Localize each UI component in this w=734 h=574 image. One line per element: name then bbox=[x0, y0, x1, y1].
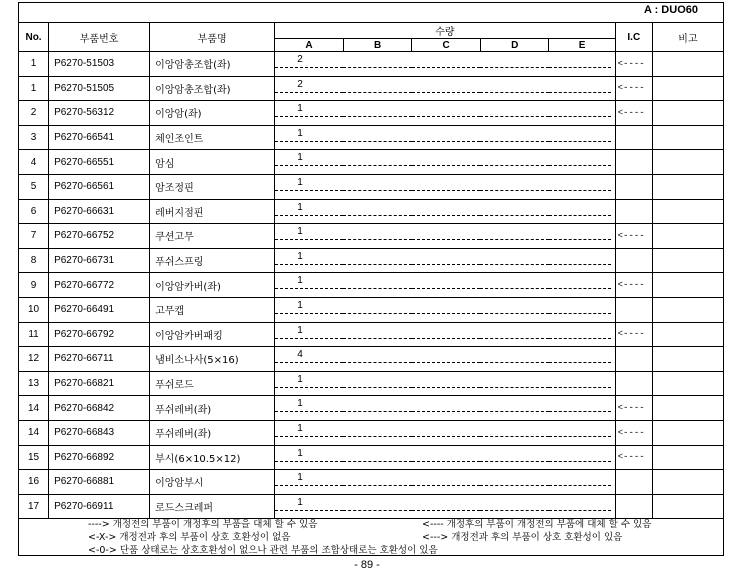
row-part-no: P6270-66491 bbox=[49, 297, 150, 322]
row-no: 15 bbox=[19, 445, 49, 470]
row-qty-e bbox=[549, 396, 615, 421]
header-qty-b: B bbox=[343, 39, 412, 52]
row-part-no: P6270-66821 bbox=[49, 371, 150, 396]
legend-assembly-compatible: <-0-> 단품 상태로는 상호호환성이 없으나 관련 부품의 조합상태로는 호환성이 있음 bbox=[88, 545, 438, 556]
row-qty-d bbox=[480, 445, 549, 470]
row-qty-a bbox=[275, 52, 344, 77]
row-qty-b bbox=[343, 174, 412, 199]
qty-value: 1 bbox=[297, 373, 303, 385]
row-qty-c bbox=[412, 52, 481, 77]
qty-value: 2 bbox=[297, 78, 303, 90]
row-part-name: 이앙암카버(좌) bbox=[150, 273, 275, 298]
row-qty-c bbox=[412, 347, 481, 372]
row-remark bbox=[652, 52, 723, 77]
row-remark bbox=[652, 76, 723, 101]
row-qty-a bbox=[275, 445, 344, 470]
qty-value: 2 bbox=[297, 54, 303, 65]
row-qty-c bbox=[412, 396, 481, 421]
row-part-name: 이앙암부시 bbox=[150, 470, 275, 495]
row-qty-e bbox=[549, 371, 615, 396]
row-qty-a bbox=[275, 199, 344, 224]
row-qty-e bbox=[549, 125, 615, 150]
row-part-name: 부시(6×10.5×12) bbox=[150, 445, 275, 470]
row-qty-d bbox=[480, 322, 549, 347]
row-qty-a bbox=[275, 174, 344, 199]
row-part-no: P6270-66631 bbox=[49, 199, 150, 224]
row-qty-b bbox=[343, 470, 412, 495]
row-part-no: P6270-66752 bbox=[49, 224, 150, 249]
row-part-name: 푸쉬레버(좌) bbox=[150, 396, 275, 421]
header-qty: 수량 bbox=[275, 23, 615, 39]
row-qty-d bbox=[480, 150, 549, 175]
row-qty-e bbox=[549, 199, 615, 224]
row-qty-b bbox=[343, 396, 412, 421]
row-remark bbox=[652, 273, 723, 298]
row-ic: <---- bbox=[615, 224, 652, 249]
legend-backward: <---- 개정후의 부품이 개정전의 부품에 대체 할 수 있음 bbox=[422, 519, 652, 530]
header-remark: 비고 bbox=[652, 23, 723, 52]
table-row bbox=[19, 224, 724, 249]
table-row bbox=[19, 125, 724, 150]
row-qty-e bbox=[549, 248, 615, 273]
row-qty-b bbox=[343, 125, 412, 150]
row-qty-c bbox=[412, 248, 481, 273]
row-qty-c bbox=[412, 76, 481, 101]
table-row bbox=[19, 52, 724, 77]
row-qty-b bbox=[343, 101, 412, 126]
row-no: 6 bbox=[19, 199, 49, 224]
row-remark bbox=[652, 347, 723, 372]
row-remark bbox=[652, 101, 723, 126]
row-qty-a bbox=[275, 248, 344, 273]
row-part-name: 로드스크레퍼 bbox=[150, 494, 275, 519]
row-remark bbox=[652, 322, 723, 347]
model-label: A : DUO60 bbox=[644, 4, 698, 16]
row-qty-b bbox=[343, 297, 412, 322]
table-row bbox=[19, 76, 724, 101]
row-no: 17 bbox=[19, 494, 49, 519]
row-qty-e bbox=[549, 445, 615, 470]
header-part-no: 부품번호 bbox=[49, 23, 150, 52]
row-qty-e bbox=[549, 297, 615, 322]
qty-value: 1 bbox=[297, 152, 303, 164]
qty-value: 1 bbox=[297, 127, 303, 139]
row-qty-d bbox=[480, 420, 549, 445]
row-qty-a bbox=[275, 371, 344, 396]
row-qty-a bbox=[275, 322, 344, 347]
row-part-name: 암조정핀 bbox=[150, 174, 275, 199]
row-ic: <---- bbox=[615, 445, 652, 470]
row-qty-a bbox=[275, 297, 344, 322]
row-qty-a bbox=[275, 101, 344, 126]
qty-value: 1 bbox=[297, 496, 303, 508]
row-qty-a bbox=[275, 396, 344, 421]
table-row bbox=[19, 273, 724, 298]
row-part-name: 이앙암총조합(좌) bbox=[150, 76, 275, 101]
row-qty-d bbox=[480, 371, 549, 396]
row-no: 4 bbox=[19, 150, 49, 175]
table-row bbox=[19, 297, 724, 322]
row-no: 5 bbox=[19, 174, 49, 199]
row-part-name: 레버지점핀 bbox=[150, 199, 275, 224]
row-qty-a bbox=[275, 125, 344, 150]
row-part-name: 이앙암총조합(좌) bbox=[150, 52, 275, 77]
table-row bbox=[19, 470, 724, 495]
row-qty-b bbox=[343, 224, 412, 249]
qty-value: 1 bbox=[297, 398, 303, 410]
row-qty-d bbox=[480, 347, 549, 372]
header-part-name: 부품명 bbox=[150, 23, 275, 52]
table-row bbox=[19, 371, 724, 396]
row-qty-b bbox=[343, 199, 412, 224]
row-part-name: 이앙암카버패킹 bbox=[150, 322, 275, 347]
row-ic bbox=[615, 174, 652, 199]
row-part-name: 쿠션고무 bbox=[150, 224, 275, 249]
row-no: 10 bbox=[19, 297, 49, 322]
row-qty-b bbox=[343, 371, 412, 396]
row-ic bbox=[615, 199, 652, 224]
row-qty-b bbox=[343, 420, 412, 445]
row-qty-d bbox=[480, 52, 549, 77]
row-remark bbox=[652, 224, 723, 249]
qty-value: 1 bbox=[297, 250, 303, 262]
row-qty-c bbox=[412, 199, 481, 224]
qty-value: 4 bbox=[297, 349, 303, 361]
row-qty-a bbox=[275, 273, 344, 298]
row-qty-e bbox=[549, 470, 615, 495]
row-part-no: P6270-66551 bbox=[49, 150, 150, 175]
table-row bbox=[19, 420, 724, 445]
row-qty-c bbox=[412, 125, 481, 150]
row-ic: <---- bbox=[615, 101, 652, 126]
qty-value: 1 bbox=[297, 103, 303, 115]
row-qty-d bbox=[480, 273, 549, 298]
header-qty-d: D bbox=[480, 39, 549, 52]
legend-not-compatible: <-X-> 개정전과 후의 부품이 상호 호환성이 없음 bbox=[88, 532, 291, 543]
row-part-name: 고무캡 bbox=[150, 297, 275, 322]
legend-forward: ----> 개정전의 부품이 개정후의 부품을 대체 할 수 있음 bbox=[88, 519, 318, 530]
row-qty-c bbox=[412, 224, 481, 249]
row-qty-d bbox=[480, 224, 549, 249]
qty-value: 1 bbox=[297, 447, 303, 459]
row-ic: <---- bbox=[615, 52, 652, 77]
row-remark bbox=[652, 174, 723, 199]
row-remark bbox=[652, 150, 723, 175]
row-qty-b bbox=[343, 322, 412, 347]
row-ic: <---- bbox=[615, 76, 652, 101]
row-part-name: 냄비소나사(5×16) bbox=[150, 347, 275, 372]
row-qty-c bbox=[412, 420, 481, 445]
row-qty-a bbox=[275, 420, 344, 445]
row-remark bbox=[652, 297, 723, 322]
row-no: 8 bbox=[19, 248, 49, 273]
legend bbox=[18, 514, 724, 556]
row-no: 1 bbox=[19, 52, 49, 77]
row-no: 2 bbox=[19, 101, 49, 126]
row-qty-e bbox=[549, 420, 615, 445]
qty-value: 1 bbox=[297, 472, 303, 484]
row-qty-e bbox=[549, 347, 615, 372]
qty-value: 1 bbox=[297, 275, 303, 287]
row-ic: <---- bbox=[615, 420, 652, 445]
header-qty-c: C bbox=[412, 39, 481, 52]
row-qty-b bbox=[343, 76, 412, 101]
row-qty-b bbox=[343, 445, 412, 470]
row-qty-c bbox=[412, 470, 481, 495]
row-qty-a bbox=[275, 76, 344, 101]
table-row bbox=[19, 347, 724, 372]
row-qty-e bbox=[549, 273, 615, 298]
row-qty-e bbox=[549, 52, 615, 77]
row-remark bbox=[652, 445, 723, 470]
row-qty-c bbox=[412, 273, 481, 298]
row-qty-a bbox=[275, 470, 344, 495]
qty-value: 1 bbox=[297, 299, 303, 311]
row-qty-c bbox=[412, 445, 481, 470]
row-part-no: P6270-66911 bbox=[49, 494, 150, 519]
qty-value: 1 bbox=[297, 422, 303, 434]
row-part-no: P6270-66772 bbox=[49, 273, 150, 298]
row-ic: <---- bbox=[615, 273, 652, 298]
row-ic bbox=[615, 297, 652, 322]
row-qty-d bbox=[480, 470, 549, 495]
row-qty-c bbox=[412, 150, 481, 175]
row-qty-e bbox=[549, 76, 615, 101]
header-no: No. bbox=[19, 23, 49, 52]
row-remark bbox=[652, 420, 723, 445]
row-part-no: P6270-66892 bbox=[49, 445, 150, 470]
row-qty-c bbox=[412, 322, 481, 347]
row-remark bbox=[652, 470, 723, 495]
row-qty-a bbox=[275, 224, 344, 249]
row-qty-e bbox=[549, 174, 615, 199]
row-part-no: P6270-51503 bbox=[49, 52, 150, 77]
table-row bbox=[19, 101, 724, 126]
row-qty-d bbox=[480, 248, 549, 273]
table-row bbox=[19, 322, 724, 347]
row-ic bbox=[615, 470, 652, 495]
row-part-name: 푸쉬레버(좌) bbox=[150, 420, 275, 445]
table-row bbox=[19, 396, 724, 421]
row-part-no: P6270-66881 bbox=[49, 470, 150, 495]
row-qty-b bbox=[343, 248, 412, 273]
row-qty-b bbox=[343, 150, 412, 175]
row-part-no: P6270-66561 bbox=[49, 174, 150, 199]
row-qty-d bbox=[480, 125, 549, 150]
row-qty-e bbox=[549, 224, 615, 249]
row-no: 14 bbox=[19, 420, 49, 445]
row-no: 1 bbox=[19, 76, 49, 101]
row-part-name: 푸쉬스프링 bbox=[150, 248, 275, 273]
row-part-no: P6270-66711 bbox=[49, 347, 150, 372]
row-part-no: P6270-66792 bbox=[49, 322, 150, 347]
row-qty-c bbox=[412, 297, 481, 322]
row-qty-c bbox=[412, 101, 481, 126]
row-no: 7 bbox=[19, 224, 49, 249]
row-ic: <---- bbox=[615, 396, 652, 421]
qty-value: 1 bbox=[297, 226, 303, 238]
row-remark bbox=[652, 125, 723, 150]
row-qty-d bbox=[480, 199, 549, 224]
qty-value: 1 bbox=[297, 176, 303, 188]
row-qty-e bbox=[549, 150, 615, 175]
row-no: 16 bbox=[19, 470, 49, 495]
page-number: - 89 - bbox=[354, 559, 380, 571]
row-part-name: 암심 bbox=[150, 150, 275, 175]
row-qty-a bbox=[275, 347, 344, 372]
row-remark bbox=[652, 248, 723, 273]
row-qty-e bbox=[549, 101, 615, 126]
header-qty-a: A bbox=[275, 39, 344, 52]
row-qty-d bbox=[480, 396, 549, 421]
row-qty-e bbox=[549, 322, 615, 347]
row-qty-d bbox=[480, 297, 549, 322]
row-part-no: P6270-66843 bbox=[49, 420, 150, 445]
row-qty-d bbox=[480, 174, 549, 199]
row-no: 3 bbox=[19, 125, 49, 150]
row-qty-d bbox=[480, 76, 549, 101]
row-remark bbox=[652, 199, 723, 224]
row-no: 12 bbox=[19, 347, 49, 372]
row-ic bbox=[615, 371, 652, 396]
row-qty-b bbox=[343, 52, 412, 77]
qty-value: 1 bbox=[297, 324, 303, 336]
row-no: 11 bbox=[19, 322, 49, 347]
row-remark bbox=[652, 396, 723, 421]
row-no: 13 bbox=[19, 371, 49, 396]
legend-compatible: <---> 개정전과 후의 부품이 상호 호환성이 있음 bbox=[422, 532, 623, 543]
row-ic bbox=[615, 125, 652, 150]
row-part-name: 이앙암(좌) bbox=[150, 101, 275, 126]
row-ic: <---- bbox=[615, 322, 652, 347]
qty-value: 1 bbox=[297, 201, 303, 213]
table-row bbox=[19, 445, 724, 470]
row-part-no: P6270-66842 bbox=[49, 396, 150, 421]
row-qty-b bbox=[343, 347, 412, 372]
header-ic: I.C bbox=[615, 23, 652, 52]
row-ic bbox=[615, 248, 652, 273]
row-qty-b bbox=[343, 273, 412, 298]
row-part-name: 체인조인트 bbox=[150, 125, 275, 150]
row-part-no: P6270-66541 bbox=[49, 125, 150, 150]
row-no: 9 bbox=[19, 273, 49, 298]
row-qty-c bbox=[412, 174, 481, 199]
row-part-no: P6270-56312 bbox=[49, 101, 150, 126]
header-qty-e: E bbox=[549, 39, 615, 52]
row-qty-c bbox=[412, 371, 481, 396]
row-ic bbox=[615, 347, 652, 372]
row-qty-d bbox=[480, 101, 549, 126]
row-ic bbox=[615, 150, 652, 175]
row-qty-a bbox=[275, 150, 344, 175]
row-remark bbox=[652, 371, 723, 396]
row-part-no: P6270-66731 bbox=[49, 248, 150, 273]
table-row bbox=[19, 248, 724, 273]
row-no: 14 bbox=[19, 396, 49, 421]
table-row bbox=[19, 199, 724, 224]
table-row bbox=[19, 150, 724, 175]
table-row bbox=[19, 174, 724, 199]
row-part-no: P6270-51505 bbox=[49, 76, 150, 101]
parts-table bbox=[18, 22, 724, 519]
row-part-name: 푸쉬로드 bbox=[150, 371, 275, 396]
